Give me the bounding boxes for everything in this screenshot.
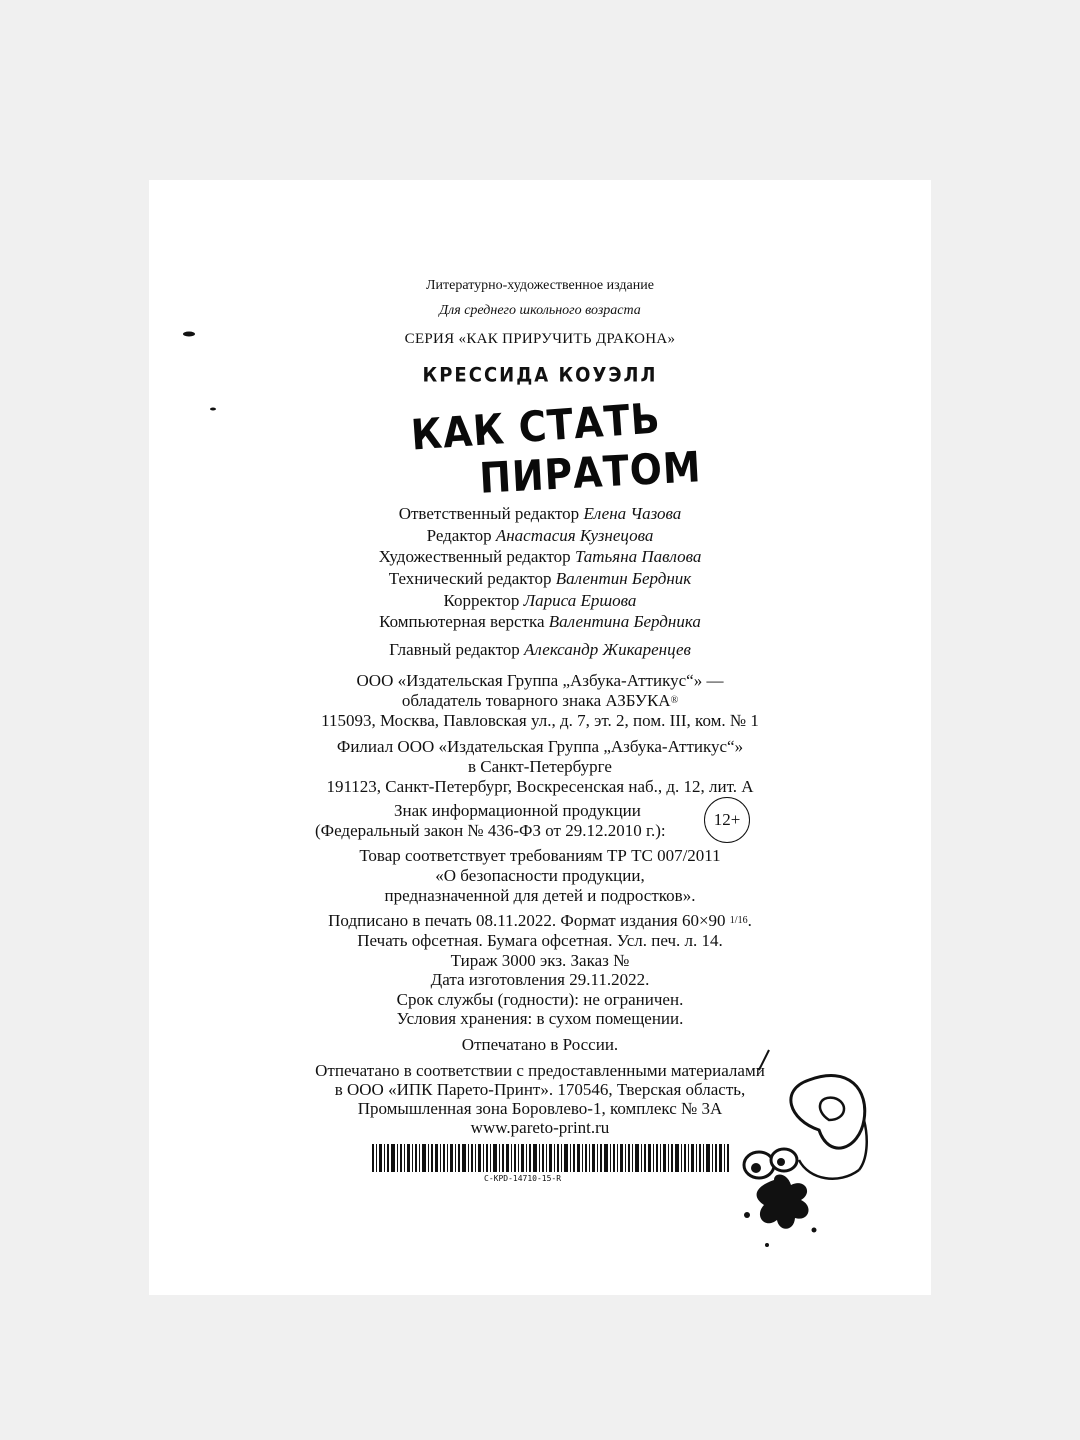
- format-fraction: 1/16: [729, 915, 748, 926]
- credit-line: Технический редактор Валентин Бердник: [388, 569, 692, 588]
- credit-line: Корректор Лариса Ершова: [443, 591, 637, 610]
- printed-in: Отпечатано в России.: [461, 1035, 619, 1054]
- safety-line: «О безопасности продукции,: [435, 866, 645, 885]
- shelf-life: Срок службы (годности): не ограничен.: [396, 990, 684, 1009]
- book-title-line2: ПИРАТОМ: [478, 442, 703, 503]
- storage-conditions: Условия хранения: в сухом помещении.: [396, 1009, 684, 1028]
- ink-spot: [209, 406, 217, 412]
- safety-line: Товар соответствует требованиям ТР ТС 007/2011: [359, 846, 721, 865]
- print-type: Печать офсетная. Бумага офсетная. Усл. печ. л. 14.: [357, 931, 723, 950]
- branch-address: 191123, Санкт-Петербург, Воскресенская наб., д. 12, лит. А: [326, 777, 754, 796]
- printer-line: Промышленная зона Боровлево-1, комплекс № 3А: [357, 1099, 723, 1118]
- publisher-address: 115093, Москва, Павловская ул., д. 7, эт. 2, пом. III, ком. № 1: [321, 711, 759, 730]
- book-title-line1: КАК СТАТЬ: [409, 393, 662, 460]
- series-name: СЕРИЯ «КАК ПРИРУЧИТЬ ДРАКОНА»: [404, 331, 676, 347]
- author-name: КРЕССИДА КОУЭЛЛ: [422, 363, 658, 388]
- info-sign-law: (Федеральный закон № 436-ФЗ от 29.12.2010 г.):: [315, 821, 666, 840]
- safety-line: предназначенной для детей и подростков».: [384, 886, 696, 905]
- branch-city: в Санкт-Петербурге: [468, 757, 612, 776]
- publisher-line: ООО «Издательская Группа „Азбука-Аттикус“» —: [356, 671, 724, 690]
- signed-to-print: Подписано в печать 08.11.2022. Формат издания 60×90 $^{1/16}$.: [328, 911, 752, 930]
- ink-spot: [181, 330, 197, 338]
- printer-line: в ООО «ИПК Парето-Принт». 170546, Тверская область,: [334, 1080, 746, 1099]
- barcode: [372, 1144, 732, 1172]
- manufacture-date: Дата изготовления 29.11.2022.: [430, 970, 650, 989]
- credit-line: Художественный редактор Татьяна Павлова: [378, 547, 702, 566]
- info-sign-label: Знак информационной продукции: [394, 801, 641, 820]
- barcode-code: C-KPD-14710-15-R: [484, 1174, 562, 1183]
- trademark-mark: ®: [670, 695, 679, 706]
- age-rating-badge: 12+: [704, 797, 750, 843]
- credit-line: Компьютерная верстка Валентина Бердника: [379, 612, 701, 631]
- credit-line: Редактор Анастасия Кузнецова: [426, 526, 654, 545]
- ink-blot-creature-illustration: [719, 1010, 939, 1280]
- printer-line: Отпечатано в соответствии с предоставленными материалами: [315, 1061, 765, 1080]
- credit-line: Ответственный редактор Елена Чазова: [398, 504, 682, 523]
- imprint-page: [149, 180, 931, 1295]
- print-run: Тираж 3000 экз. Заказ №: [450, 951, 630, 970]
- age-group: Для среднего школьного возраста: [439, 303, 641, 318]
- printer-website: www.pareto-print.ru: [470, 1118, 610, 1137]
- chief-editor: Главный редактор Александр Жикаренцев: [389, 640, 691, 659]
- branch-line: Филиал ООО «Издательская Группа „Азбука-Аттикус“»: [336, 737, 744, 756]
- publisher-trademark: обладатель товарного знака АЗБУКА®: [401, 691, 679, 710]
- edition-type: Литературно-художественное издание: [426, 278, 654, 293]
